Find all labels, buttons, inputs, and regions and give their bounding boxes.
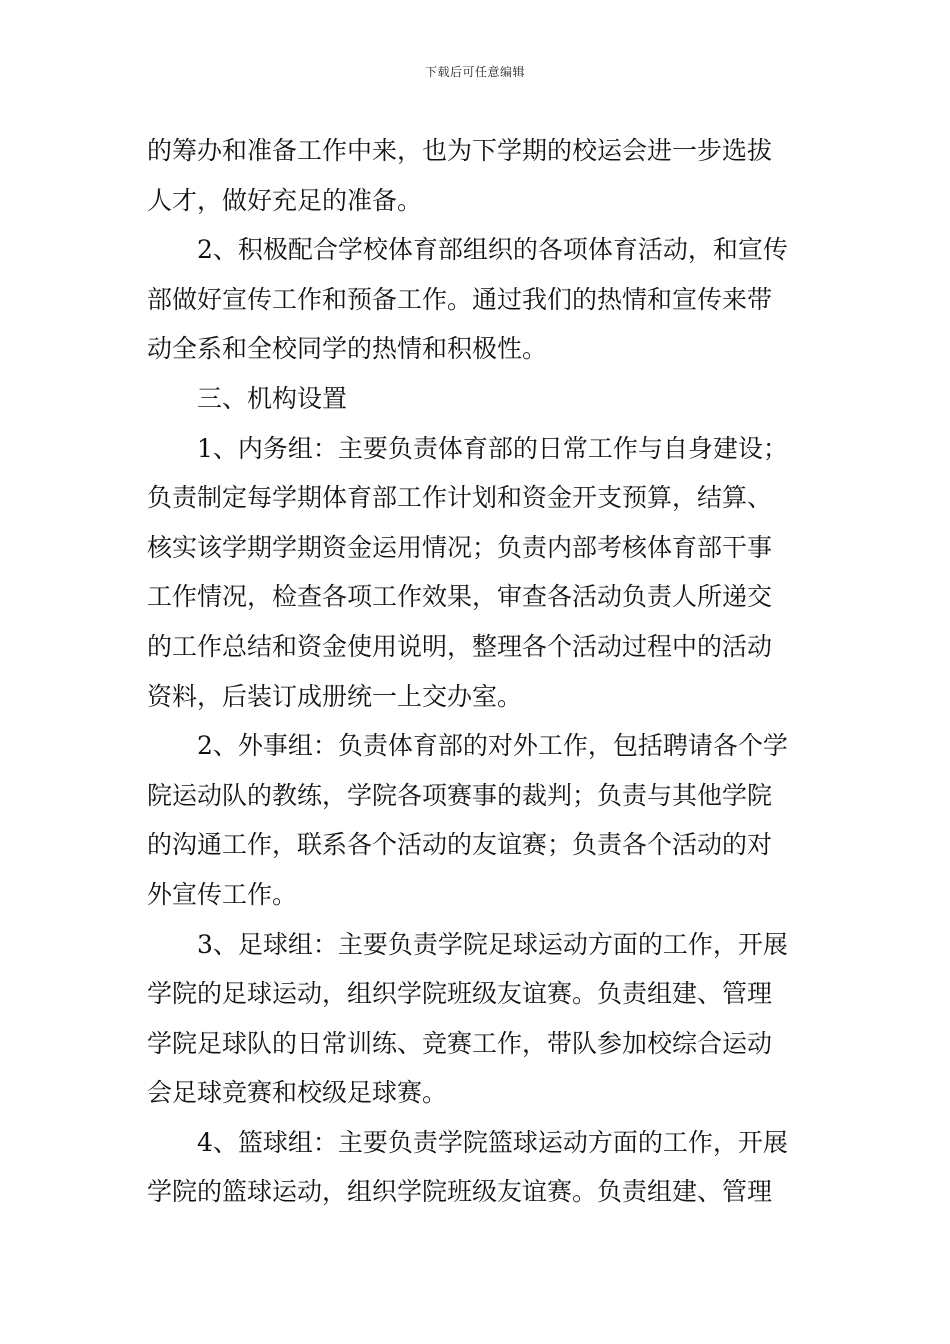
text-line: 外宣传工作。 bbox=[147, 879, 298, 909]
paragraph-first-line: 2、外事组：负责体育部的对外工作，包括聘请各个学 bbox=[197, 731, 788, 761]
text-line: 部做好宣传工作和预备工作。通过我们的热情和宣传来带 bbox=[147, 284, 773, 314]
text-line: 的筹办和准备工作中来，也为下学期的校运会进一步选拔 bbox=[147, 136, 773, 165]
paragraph-first-line: 1、内务组：主要负责体育部的日常工作与自身建设； bbox=[197, 433, 788, 463]
text-line: 资料，后装订成册统一上交办室。 bbox=[147, 681, 523, 711]
text-line: 核实该学期学期资金运用情况；负责内部考核体育部干事 bbox=[147, 532, 773, 562]
text-line: 负责制定每学期体育部工作计划和资金开支预算，结算、 bbox=[147, 483, 773, 513]
text-line: 的沟通工作，联系各个活动的友谊赛；负责各个活动的对 bbox=[147, 830, 773, 860]
section-heading: 三、机构设置 bbox=[197, 383, 348, 413]
page-header: 下载后可任意编辑 bbox=[424, 65, 525, 79]
paragraph-first-line: 2、积极配合学校体育部组织的各项体育活动，和宣传 bbox=[197, 235, 788, 265]
text-line: 学院足球队的日常训练、竞赛工作，带队参加校综合运动 bbox=[147, 1028, 773, 1058]
text-line: 动全系和全校同学的热情和积极性。 bbox=[147, 334, 548, 364]
text-line: 学院的篮球运动，组织学院班级友谊赛。负责组建、管理 bbox=[147, 1177, 773, 1207]
text-line: 院运动队的教练，学院各项赛事的裁判；负责与其他学院 bbox=[147, 780, 773, 810]
document-body bbox=[147, 126, 807, 1217]
paragraph-first-line: 3、足球组：主要负责学院足球运动方面的工作，开展 bbox=[197, 929, 788, 959]
text-line: 的工作总结和资金使用说明，整理各个活动过程中的活动 bbox=[147, 631, 773, 661]
text-line: 人才，做好充足的准备。 bbox=[147, 185, 423, 215]
paragraph-first-line: 4、篮球组：主要负责学院篮球运动方面的工作，开展 bbox=[197, 1127, 788, 1157]
text-line: 工作情况，检查各项工作效果，审查各活动负责人所递交 bbox=[147, 582, 773, 612]
text-line: 学院的足球运动，组织学院班级友谊赛。负责组建、管理 bbox=[147, 979, 773, 1009]
text-line: 会足球竞赛和校级足球赛。 bbox=[147, 1078, 448, 1108]
